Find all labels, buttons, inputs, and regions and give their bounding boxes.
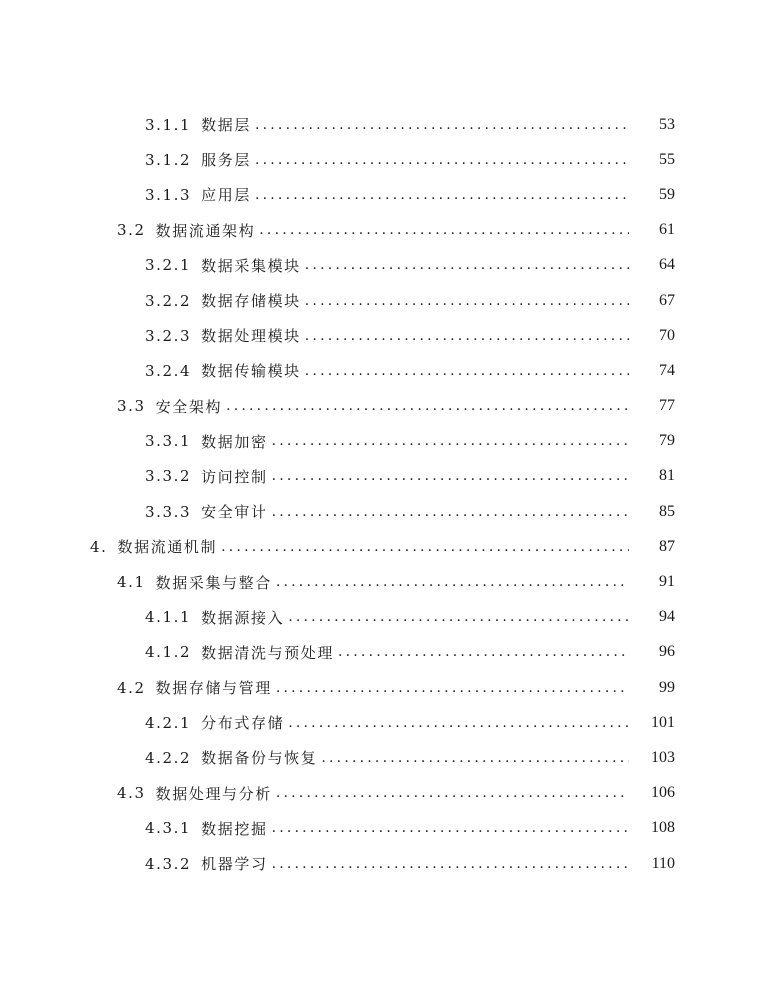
toc-entry-3-1-2[interactable] [0,142,765,177]
toc-entry-title: 数据存储模块 [201,292,301,311]
toc-entry-3-3[interactable] [0,389,765,424]
toc-entry-page: 108 [651,819,675,837]
toc-entry-4[interactable] [0,529,765,564]
toc-entry-title: 服务层 [201,151,251,170]
toc-entry-number: 3.1.2 [145,150,192,169]
dot-leader [255,152,629,168]
toc-entry-number: 3.2.2 [145,291,192,310]
toc-entry-number: 4.3.1 [145,819,192,838]
toc-entry-number: 3.2.3 [145,326,192,345]
toc-entry-number: 3.3.2 [145,467,192,486]
toc-entry-title: 数据存储与管理 [155,679,272,698]
toc-entry-number: 4.1.1 [145,608,192,627]
toc-entry-number: 4.2.2 [145,748,192,767]
toc-entry-4-1-1[interactable] [0,600,765,635]
toc-entry-page: 81 [659,467,675,485]
toc-entry-title: 数据加密 [201,432,268,451]
dot-leader [305,363,629,379]
toc-entry-page: 61 [659,221,675,239]
toc-entry-3-3-3[interactable] [0,494,765,529]
toc-entry-title: 机器学习 [201,855,268,874]
toc-entry-3-3-1[interactable] [0,424,765,459]
toc-entry-4-1[interactable] [0,564,765,599]
toc-entry-3-2-1[interactable] [0,248,765,283]
dot-leader [321,750,629,766]
toc-entry-number: 3.2 [117,221,146,240]
toc-entry-page: 70 [659,326,675,344]
toc-entry-title: 应用层 [201,186,251,205]
toc-entry-number: 4.3.2 [145,854,192,873]
toc-entry-title: 数据处理与分析 [155,784,272,803]
dot-leader [272,504,629,520]
toc-entry-3-2-2[interactable] [0,283,765,318]
toc-entry-page: 110 [651,854,675,872]
toc-entry-page: 67 [659,291,675,309]
toc-entry-number: 3.3.1 [145,432,192,451]
toc-entry-number: 3.2.1 [145,256,192,275]
toc-entry-page: 91 [659,573,675,591]
toc-entry-3-2-4[interactable] [0,353,765,388]
toc-entry-title: 数据采集与整合 [155,573,272,592]
toc-entry-page: 101 [651,713,675,731]
toc-entry-number: 3.2.4 [145,361,192,380]
toc-entry-page: 77 [659,397,675,415]
dot-leader [272,820,629,836]
toc-entry-number: 3.3 [117,397,146,416]
toc-entry-page: 59 [659,185,675,203]
toc-entry-page: 103 [651,748,675,766]
toc-entry-number: 4.3 [117,784,146,803]
toc-entry-4-3[interactable] [0,776,765,811]
toc-entry-page: 55 [659,150,675,168]
dot-leader [305,293,629,309]
toc-entry-page: 96 [659,643,675,661]
toc-entry-3-3-2[interactable] [0,459,765,494]
toc-entry-title: 数据采集模块 [201,256,301,275]
toc-entry-page: 99 [659,678,675,696]
dot-leader [305,328,629,344]
toc-entry-title: 访问控制 [201,467,268,486]
table-of-contents [0,107,765,881]
toc-entry-3-2-3[interactable] [0,318,765,353]
dot-leader [276,785,629,801]
dot-leader [221,539,629,555]
toc-entry-title: 数据处理模块 [201,327,301,346]
toc-entry-4-1-2[interactable] [0,635,765,670]
toc-entry-4-3-1[interactable] [0,811,765,846]
dot-leader [255,117,629,133]
toc-entry-4-3-2[interactable] [0,846,765,881]
toc-entry-page: 53 [659,115,675,133]
dot-leader [338,644,629,660]
toc-entry-number: 4. [90,537,108,556]
toc-entry-4-2-1[interactable] [0,705,765,740]
toc-entry-page: 85 [659,502,675,520]
toc-entry-title: 数据层 [201,116,251,135]
dot-leader [272,856,629,872]
toc-entry-page: 64 [659,256,675,274]
dot-leader [288,609,629,625]
toc-entry-number: 4.2.1 [145,713,192,732]
dot-leader [226,398,629,414]
toc-entry-page: 87 [659,537,675,555]
toc-entry-page: 94 [659,608,675,626]
toc-entry-3-1-1[interactable] [0,107,765,142]
dot-leader [259,222,629,238]
toc-entry-page: 79 [659,432,675,450]
toc-entry-4-2-2[interactable] [0,740,765,775]
toc-entry-title: 安全审计 [201,503,268,522]
dot-leader [272,468,629,484]
toc-entry-4-2[interactable] [0,670,765,705]
toc-entry-title: 分布式存储 [201,714,285,733]
toc-entry-title: 数据传输模块 [201,362,301,381]
toc-entry-page: 74 [659,361,675,379]
toc-entry-page: 106 [651,784,675,802]
toc-entry-title: 安全架构 [155,397,223,416]
toc-entry-number: 4.1.2 [145,643,192,662]
dot-leader [255,187,629,203]
toc-entry-number: 4.1 [117,573,146,592]
toc-entry-number: 3.3.3 [145,502,192,521]
toc-entry-title: 数据源接入 [201,608,285,627]
dot-leader [276,680,629,696]
toc-entry-number: 3.1.1 [145,115,192,134]
toc-entry-number: 3.1.3 [145,185,192,204]
toc-entry-number: 4.2 [117,678,146,697]
toc-entry-title: 数据备份与恢复 [201,749,318,768]
dot-leader [276,574,629,590]
toc-entry-title: 数据流通架构 [155,221,256,240]
toc-entry-title: 数据挖掘 [201,819,268,838]
toc-entry-3-2[interactable] [0,213,765,248]
dot-leader [305,257,629,273]
dot-leader [272,433,629,449]
toc-entry-3-1-3[interactable] [0,177,765,212]
dot-leader [288,715,629,731]
toc-entry-title: 数据流通机制 [117,538,218,557]
toc-entry-title: 数据清洗与预处理 [201,643,334,662]
